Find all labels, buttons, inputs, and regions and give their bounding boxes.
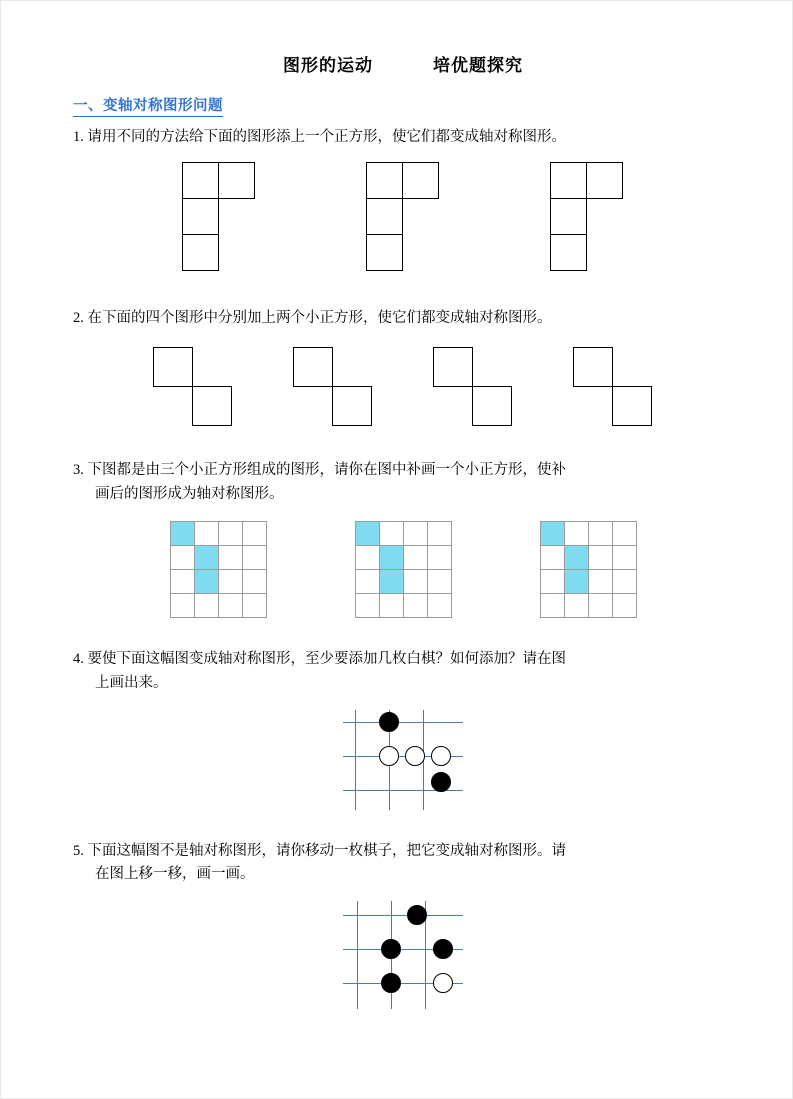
white-stone <box>379 746 399 766</box>
white-stone <box>431 746 451 766</box>
grid-cell <box>219 522 243 546</box>
square-cell <box>182 162 219 199</box>
grid-cell <box>541 570 565 594</box>
grid-cell <box>613 570 637 594</box>
grid-cell <box>613 594 637 618</box>
grid-cell <box>589 594 613 618</box>
question-1 <box>73 126 733 150</box>
square-cell <box>293 347 333 387</box>
board-line <box>343 722 463 723</box>
grid-cell <box>356 570 380 594</box>
grid-cell <box>613 522 637 546</box>
question-4-figures <box>73 710 733 810</box>
grid-cell <box>380 522 404 546</box>
question-2 <box>73 307 733 331</box>
question-4 <box>73 648 733 696</box>
grid-4x4 <box>170 521 267 618</box>
board-line <box>357 901 358 1009</box>
polyomino-s-shape <box>153 347 233 427</box>
question-1-text: 请用不同的方法给下面的图形添上一个正方形，使它们都变成轴对称图形。 <box>87 129 566 145</box>
square-cell <box>573 347 613 387</box>
grid-cell <box>243 522 267 546</box>
question-3-number: 3. <box>73 461 84 478</box>
white-stone <box>433 973 453 993</box>
grid-cell <box>243 546 267 570</box>
grid-cell <box>356 594 380 618</box>
question-3-figures <box>73 521 733 618</box>
question-5-number: 5. <box>73 842 84 859</box>
square-cell <box>192 386 232 426</box>
grid-cell <box>404 522 428 546</box>
go-board-figure <box>343 901 463 1009</box>
grid-cell <box>589 570 613 594</box>
grid-cell <box>565 570 589 594</box>
grid-cell <box>171 570 195 594</box>
square-cell <box>366 234 403 271</box>
question-4-text-line2: 上画出来。 <box>95 674 168 691</box>
black-stone <box>381 973 401 993</box>
square-cell <box>182 198 219 235</box>
grid-cell <box>404 546 428 570</box>
grid-cell <box>541 546 565 570</box>
board-line <box>343 915 463 916</box>
grid-cell <box>613 546 637 570</box>
grid-cell <box>219 594 243 618</box>
question-2-number: 2. <box>73 309 84 326</box>
grid-4x4 <box>540 521 637 618</box>
grid-cell <box>541 522 565 546</box>
question-5-figures <box>73 901 733 1009</box>
square-cell <box>550 234 587 271</box>
grid-cell <box>589 546 613 570</box>
section-heading: 一、变轴对称图形问题 <box>73 94 223 117</box>
grid-cell <box>195 546 219 570</box>
question-3-text-line2: 画后的图形成为轴对称图形。 <box>95 485 284 502</box>
polyomino-l-shape <box>182 162 256 273</box>
black-stone <box>407 905 427 925</box>
question-2-text: 在下面的四个图形中分别加上两个小正方形，使它们都变成轴对称图形。 <box>87 309 552 326</box>
grid-cell <box>171 522 195 546</box>
question-1-figures <box>73 162 733 273</box>
grid-cell <box>428 546 452 570</box>
page-title <box>73 51 733 76</box>
square-cell <box>550 162 587 199</box>
question-1-number: 1. <box>73 129 84 145</box>
grid-cell <box>428 522 452 546</box>
grid-cell <box>565 594 589 618</box>
black-stone <box>431 772 451 792</box>
grid-cell <box>356 546 380 570</box>
polyomino-s-shape <box>573 347 653 427</box>
square-cell <box>218 162 255 199</box>
grid-cell <box>219 570 243 594</box>
grid-cell <box>589 522 613 546</box>
grid-cell <box>380 546 404 570</box>
grid-cell <box>195 570 219 594</box>
square-cell <box>612 386 652 426</box>
grid-cell <box>219 546 243 570</box>
square-cell <box>472 386 512 426</box>
question-3-text: 下图都是由三个小正方形组成的图形，请你在图中补画一个小正方形，使补 <box>87 461 566 478</box>
question-3 <box>73 459 733 507</box>
grid-cell <box>565 522 589 546</box>
grid-cell <box>428 594 452 618</box>
grid-cell <box>404 570 428 594</box>
question-4-number: 4. <box>73 650 84 667</box>
title-main: 图形的运动 <box>283 56 373 75</box>
question-2-figures <box>73 347 733 427</box>
black-stone <box>381 939 401 959</box>
grid-cell <box>380 570 404 594</box>
grid-cell <box>243 570 267 594</box>
square-cell <box>182 234 219 271</box>
go-board-figure <box>343 710 463 810</box>
square-cell <box>550 198 587 235</box>
square-cell <box>153 347 193 387</box>
document-content <box>73 51 733 1019</box>
grid-cell <box>380 594 404 618</box>
question-5 <box>73 840 733 888</box>
grid-cell <box>171 546 195 570</box>
square-cell <box>366 162 403 199</box>
question-4-text: 要使下面这幅图变成轴对称图形，至少要添加几枚白棋？如何添加？请在图 <box>87 650 566 667</box>
grid-cell <box>404 594 428 618</box>
polyomino-s-shape <box>293 347 373 427</box>
black-stone <box>379 712 399 732</box>
square-cell <box>332 386 372 426</box>
grid-cell <box>243 594 267 618</box>
black-stone <box>433 939 453 959</box>
grid-cell <box>356 522 380 546</box>
white-stone <box>405 746 425 766</box>
title-sub: 培优题探究 <box>433 56 523 75</box>
square-cell <box>586 162 623 199</box>
question-5-text: 下面这幅图不是轴对称图形，请你移动一枚棋子，把它变成轴对称图形。请 <box>87 842 566 859</box>
polyomino-l-shape <box>550 162 624 273</box>
grid-4x4 <box>355 521 452 618</box>
board-line <box>355 710 356 810</box>
square-cell <box>402 162 439 199</box>
polyomino-l-shape <box>366 162 440 273</box>
grid-cell <box>195 522 219 546</box>
grid-cell <box>195 594 219 618</box>
grid-cell <box>565 546 589 570</box>
square-cell <box>366 198 403 235</box>
question-5-text-line2: 在图上移一移，画一画。 <box>95 866 255 883</box>
square-cell <box>433 347 473 387</box>
grid-cell <box>428 570 452 594</box>
grid-cell <box>171 594 195 618</box>
grid-cell <box>541 594 565 618</box>
polyomino-s-shape <box>433 347 513 427</box>
